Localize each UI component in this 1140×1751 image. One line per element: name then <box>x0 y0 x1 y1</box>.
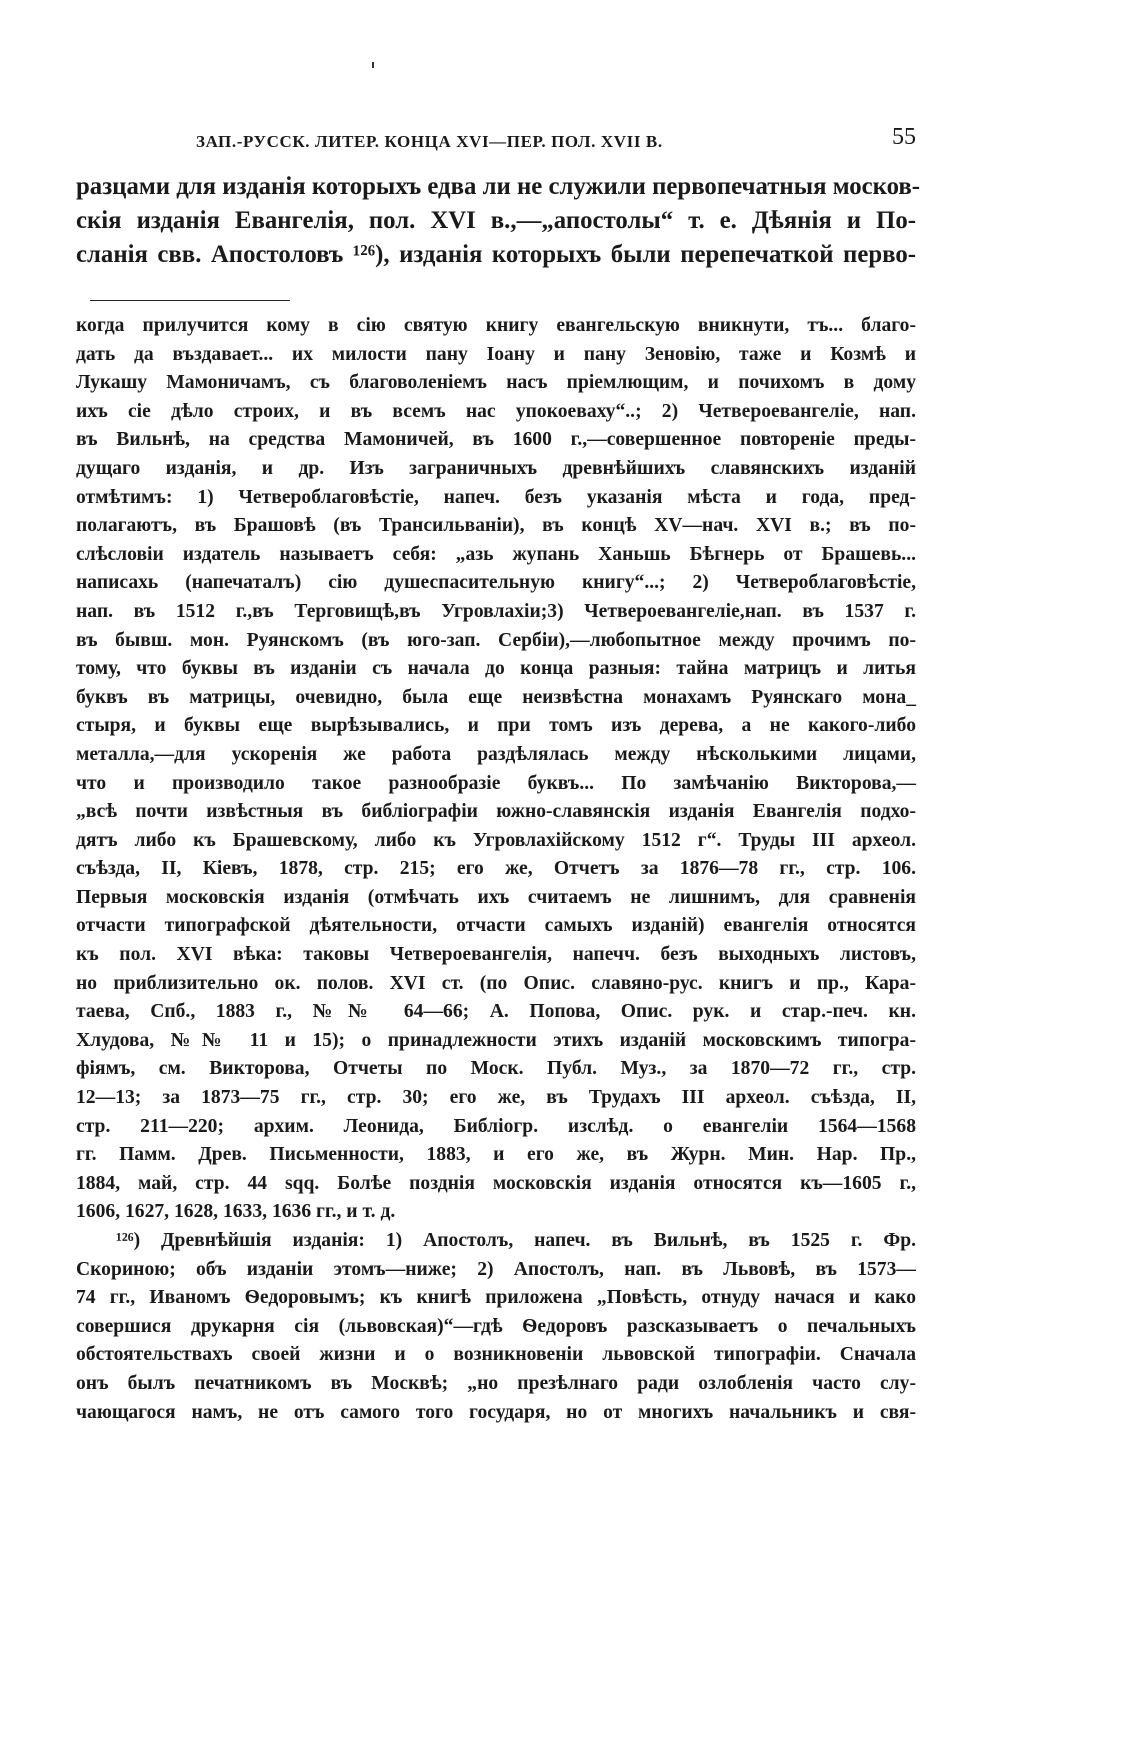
footnote-line: 1884, май, стр. 44 sqq. Болѣе позднія московскія изданія относятся къ—1605 г., <box>76 1172 916 1194</box>
footnote-line: „всѣ почти извѣстныя въ библіографіи южно-славянскія изданія Евангелія подхо- <box>76 801 916 823</box>
footnote-line: отчасти типографской дѣятельности, отчасти самыхъ изданій) евангелія относятся <box>76 915 916 937</box>
footnote-line: нап. въ 1512 г.,въ Терговищѣ,въ Угровлахіи;3) Четвероевангеліе,нап. въ 1537 г. <box>76 600 916 622</box>
main-text-line: сланія свв. Апостоловъ ¹²⁶), изданія которыхъ были перепечаткой перво- <box>76 241 916 268</box>
footnote-line: дятъ либо къ Брашевскому, либо къ Угровлахійскому 1512 г“. Труды III археол. <box>76 829 916 851</box>
footnote-line: металла,—для ускоренія же работа раздѣлялась между нѣсколькими лицами, <box>76 743 916 765</box>
footnote-line: 1606, 1627, 1628, 1633, 1636 гг., и т. д. <box>76 1201 396 1223</box>
footnote-line: стр. 211—220; архим. Леонида, Библіогр. изслѣд. о евангеліи 1564—1568 <box>76 1115 916 1137</box>
page-number: 55 <box>892 124 916 150</box>
footnote-line: Первыя московскія изданія (отмѣчать ихъ считаемъ не лишнимъ, для сравненія <box>76 886 916 908</box>
footnote-line: совершися друкарня сія (львовская)“—гдѣ Ѳедоровъ разсказываетъ о печальныхъ <box>76 1315 916 1337</box>
footnote-separator <box>90 300 290 301</box>
footnote-line: 74 гг., Иваномъ Ѳедоровымъ; къ книгѣ приложена „Повѣсть, отнуду начася и како <box>76 1287 916 1309</box>
ink-speck <box>372 62 374 68</box>
footnote-line: что и производило такое разнообразіе буквъ... По замѣчанію Викторова,— <box>76 772 916 794</box>
footnote-line: въ бывш. мон. Руянскомъ (въ юго-зап. Сербіи),—любопытное между прочимъ по- <box>76 629 916 651</box>
footnote-line: фіямъ, см. Викторова, Отчеты по Моск. Публ. Муз., за 1870—72 гг., стр. <box>76 1058 916 1080</box>
main-text-line: скія изданія Евангелія, пол. XVI в.,—„апостолы“ т. е. Дѣянія и По- <box>76 207 916 234</box>
footnote-line: дущаго изданія, и др. Изъ заграничныхъ древнѣйшихъ славянскихъ изданій <box>76 457 916 479</box>
footnote-line: дать да въздавает... их милости пану Іоану и пану Зеновію, таже и Козмѣ и <box>76 343 916 365</box>
footnote-line: Скориною; объ изданіи этомъ—ниже; 2) Апостолъ, нап. въ Львовѣ, въ 1573— <box>76 1258 916 1280</box>
footnote-line: онъ былъ печатникомъ въ Москвѣ; „но презѣлнаго ради озлобленія часто слу- <box>76 1372 916 1394</box>
footnote-line: отмѣтимъ: 1) Четвероблаговѣстіе, напеч. безъ указанія мѣста и года, пред- <box>76 486 916 508</box>
footnote-line: чающагося намъ, не отъ самого того государя, но от многихъ начальникъ и свя- <box>76 1401 916 1423</box>
footnote-line: написахь (напечаталъ) сію душеспасительную книгу“...; 2) Четвероблаговѣстіе, <box>76 572 916 594</box>
footnote-line: буквъ въ матрицы, очевидно, была еще неизвѣстна монахамъ Руянскаго мона_ <box>76 686 916 708</box>
footnote-line: Лукашу Мамоничамъ, съ благоволеніемъ насъ пріемлющим, и почихомъ в дому <box>76 372 916 394</box>
footnote-line: когда прилучится кому в сію святую книгу евангельскую вникнути, тъ... благо- <box>76 315 916 336</box>
footnote-line: тому, что буквы въ изданіи съ начала до конца разныя: тайна матрицъ и литья <box>76 658 916 680</box>
running-head: ЗАП.-РУССК. ЛИТЕР. КОНЦА XVI—ПЕР. ПОЛ. XVII В. <box>196 132 663 151</box>
main-text <box>76 170 921 272</box>
footnote-line: стыря, и буквы еще вырѣзывались, и при томъ изъ дерева, а не какого-либо <box>76 715 916 737</box>
footnote-line: слѣсловіи издатель называетъ себя: „азь жупань Ханьшь Бѣгнерь от Брашевь... <box>76 543 916 565</box>
footnote-line: полагаютъ, въ Брашовѣ (въ Трансильваніи), въ концѣ XV—нач. XVI в.; въ по- <box>76 515 916 537</box>
footnote-line: Хлудова, №№ 11 и 15); о принадлежности этихъ изданій московскимъ типогра- <box>76 1029 916 1051</box>
footnote-line: таева, Спб., 1883 г., №№ 64—66; А. Попова, Опис. рук. и стар.-печ. кн. <box>76 1001 916 1023</box>
footnote-line: ¹²⁶) Древнѣйшія изданія: 1) Апостолъ, напеч. въ Вильнѣ, въ 1525 г. Фр. <box>116 1230 916 1251</box>
footnote-line: ихъ сіе дѣло строих, и въ всемъ нас упокоеваху“..; 2) Четвероевангеліе, нап. <box>76 400 916 422</box>
footnote-line: съѣзда, II, Кіевъ, 1878, стр. 215; его же, Отчетъ за 1876—78 гг., стр. 106. <box>76 858 916 880</box>
footnote-line: 12—13; за 1873—75 гг., стр. 30; его же, въ Трудахъ III археол. съѣзда, II, <box>76 1087 916 1109</box>
page-header <box>76 124 916 158</box>
main-text-line: разцами для изданія которыхъ едва ли не служили первопечатныя москов- <box>76 173 921 200</box>
footnotes <box>76 312 916 1427</box>
footnote-line: къ пол. XVI вѣка: таковы Четвероевангелія, напечч. безъ выходныхъ листовъ, <box>76 944 916 966</box>
footnote-line: въ Вильнѣ, на средства Мамоничей, въ 1600 г.,—совершенное повтореніе преды- <box>76 429 916 451</box>
footnote-line: но приблизительно ок. полов. XVI ст. (по Опис. славяно-рус. книгъ и пр., Кара- <box>76 972 916 994</box>
footnote-line: гг. Памм. Древ. Письменности, 1883, и его же, въ Журн. Мин. Нар. Пр., <box>76 1144 916 1166</box>
footnote-line: обстоятельствахъ своей жизни и о возникновеніи львовской типографіи. Сначала <box>76 1344 916 1366</box>
